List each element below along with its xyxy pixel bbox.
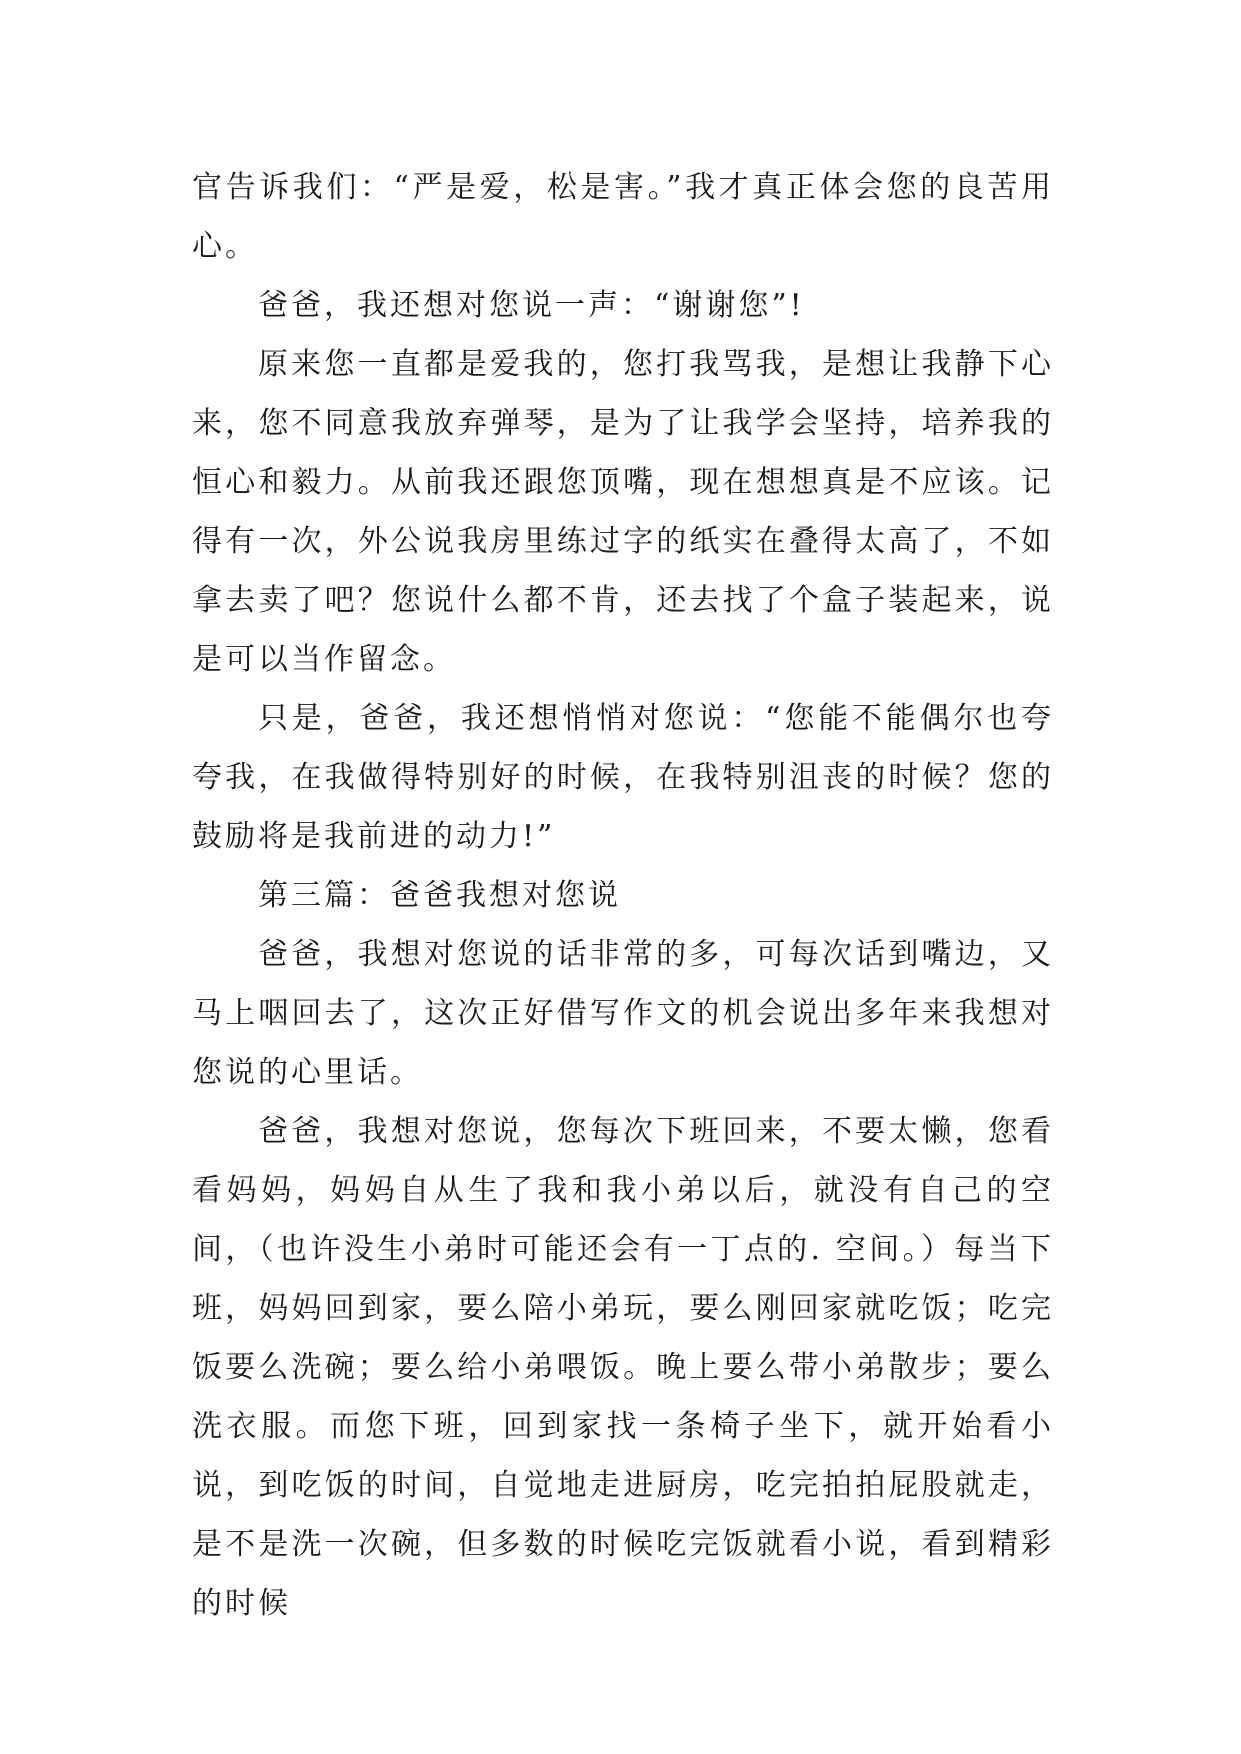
paragraph-6: 爸爸，我想对您说，您每次下班回来，不要太懒，您看看妈妈，妈妈自从生了我和我小弟以后，就没有自己的空间，（也许没生小弟时可能还会有一丁点的. 空间。）每当下班，妈妈回到家，要么陪小弟玩，要么刚回家就吃饭；吃完饭要么洗碗；要么给小弟喂饭。晚上要么带小弟散步；要么洗衣服。而您下班，回到家找一条椅子坐下，就开始看小说，到吃饭的时间，自觉地走进厨房，吃完拍拍屁股就走，是不是洗一次碗，但多数的时候吃完饭就看小说，看到精彩的时候 [192,1114,1054,1621]
paragraph-4: 只是，爸爸，我还想悄悄对您说：“您能不能偶尔也夸夸我，在我做得特别好的时候，在我特别沮丧的时候？您的鼓励将是我前进的动力!” [192,701,1054,854]
paragraph-1: 官告诉我们：“严是爱，松是害。”我才真正体会您的良苦用心。 [192,170,1054,264]
section-heading: 第三篇：爸爸我想对您说 [258,878,621,913]
paragraph-2: 爸爸，我还想对您说一声：“谢谢您”! [258,288,805,323]
paragraph-3: 原来您一直都是爱我的，您打我骂我，是想让我静下心来，您不同意我放弃弹琴，是为了让我学会坚持，培养我的恒心和毅力。从前我还跟您顶嘴，现在想想真是不应该。记得有一次，外公说我房里练过字的纸实在叠得太高了，不如拿去卖了吧？您说什么都不肯，还去找了个盒子装起来，说是可以当作留念。 [192,347,1054,677]
document-body [192,158,1054,1633]
paragraph-5: 爸爸，我想对您说的话非常的多，可每次话到嘴边，又马上咽回去了，这次正好借写作文的机会说出多年来我想对您说的心里话。 [192,937,1054,1090]
